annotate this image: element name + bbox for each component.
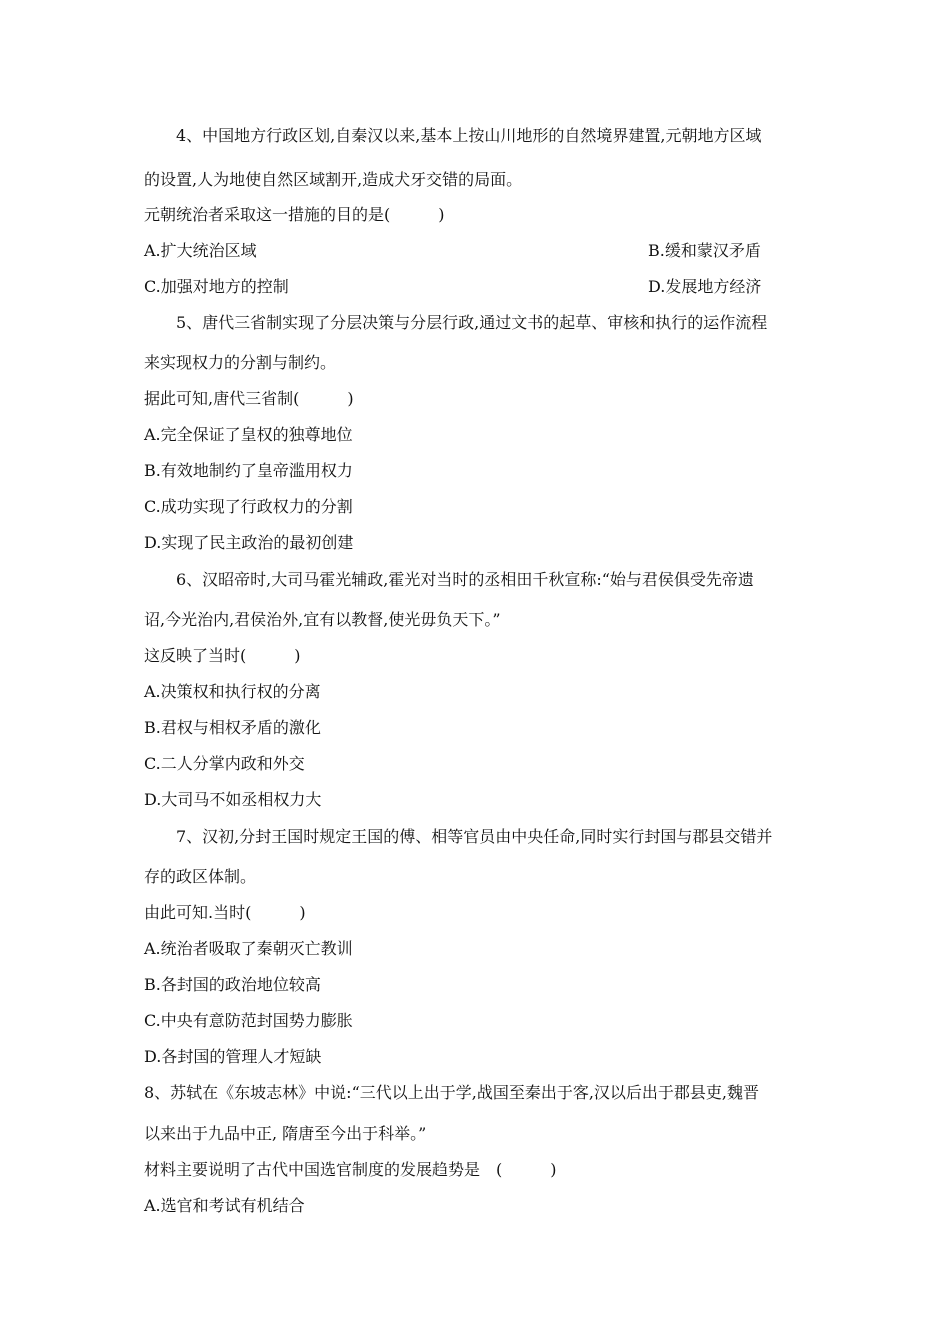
question-5-option-c: C.成功实现了行政权力的分割 <box>144 497 353 516</box>
question-6-prompt: 这反映了当时( ) <box>144 646 301 665</box>
question-4-prompt: 元朝统治者采取这一措施的目的是( ) <box>144 205 445 224</box>
question-6-option-b: B.君权与相权矛盾的激化 <box>144 718 321 737</box>
question-7-prompt: 由此可知.当时( ) <box>144 903 306 922</box>
question-5-stem-line-1: 5、唐代三省制实现了分层决策与分层行政,通过文书的起草、审核和执行的运作流程 <box>176 313 768 332</box>
question-8-prompt: 材料主要说明了古代中国选官制度的发展趋势是 ( ) <box>144 1160 557 1179</box>
question-7-option-b: B.各封国的政治地位较高 <box>144 975 321 994</box>
question-8-stem-line-1: 8、苏轼在《东坡志林》中说:“三代以上出于学,战国至秦出于客,汉以后出于郡县吏,魏晋 <box>144 1083 760 1102</box>
question-4-stem-line-1: 4、中国地方行政区划,自秦汉以来,基本上按山川地形的自然境界建置,元朝地方区域 <box>176 126 762 145</box>
question-7-stem-line-1: 7、汉初,分封王国时规定王国的傅、相等官员由中央任命,同时实行封国与郡县交错并 <box>176 827 773 846</box>
question-4-option-a: A.扩大统治区域 <box>144 241 257 260</box>
question-4-option-d: D.发展地方经济 <box>648 277 762 296</box>
question-4-option-b: B.缓和蒙汉矛盾 <box>648 241 761 260</box>
question-5-prompt: 据此可知,唐代三省制( ) <box>144 389 354 408</box>
question-6-option-c: C.二人分掌内政和外交 <box>144 754 305 773</box>
question-6-option-d: D.大司马不如丞相权力大 <box>144 790 322 809</box>
question-5-stem-line-2: 来实现权力的分割与制约。 <box>144 353 337 372</box>
question-6-option-a: A.决策权和执行权的分离 <box>144 682 321 701</box>
question-5-option-b: B.有效地制约了皇帝滥用权力 <box>144 461 353 480</box>
question-7-option-c: C.中央有意防范封国势力膨胀 <box>144 1011 353 1030</box>
question-4-stem-line-2: 的设置,人为地使自然区域割开,造成犬牙交错的局面。 <box>144 170 523 189</box>
question-4-option-c: C.加强对地方的控制 <box>144 277 289 296</box>
question-5-option-a: A.完全保证了皇权的独尊地位 <box>144 425 353 444</box>
question-7-option-d: D.各封国的管理人才短缺 <box>144 1047 322 1066</box>
question-7-stem-line-2: 存的政区体制。 <box>144 867 257 886</box>
question-6-stem-line-2: 诏,今光治内,君侯治外,宜有以教督,使光毋负天下。” <box>144 610 501 629</box>
question-8-option-a: A.选官和考试有机结合 <box>144 1196 305 1215</box>
question-5-option-d: D.实现了民主政治的最初创建 <box>144 533 354 552</box>
question-6-stem-line-1: 6、汉昭帝时,大司马霍光辅政,霍光对当时的丞相田千秋宣称:“始与君侯俱受先帝遗 <box>176 570 754 589</box>
question-7-option-a: A.统治者吸取了秦朝灭亡教训 <box>144 939 353 958</box>
question-8-stem-line-2: 以来出于九品中正, 隋唐至今出于科举。” <box>144 1124 427 1143</box>
